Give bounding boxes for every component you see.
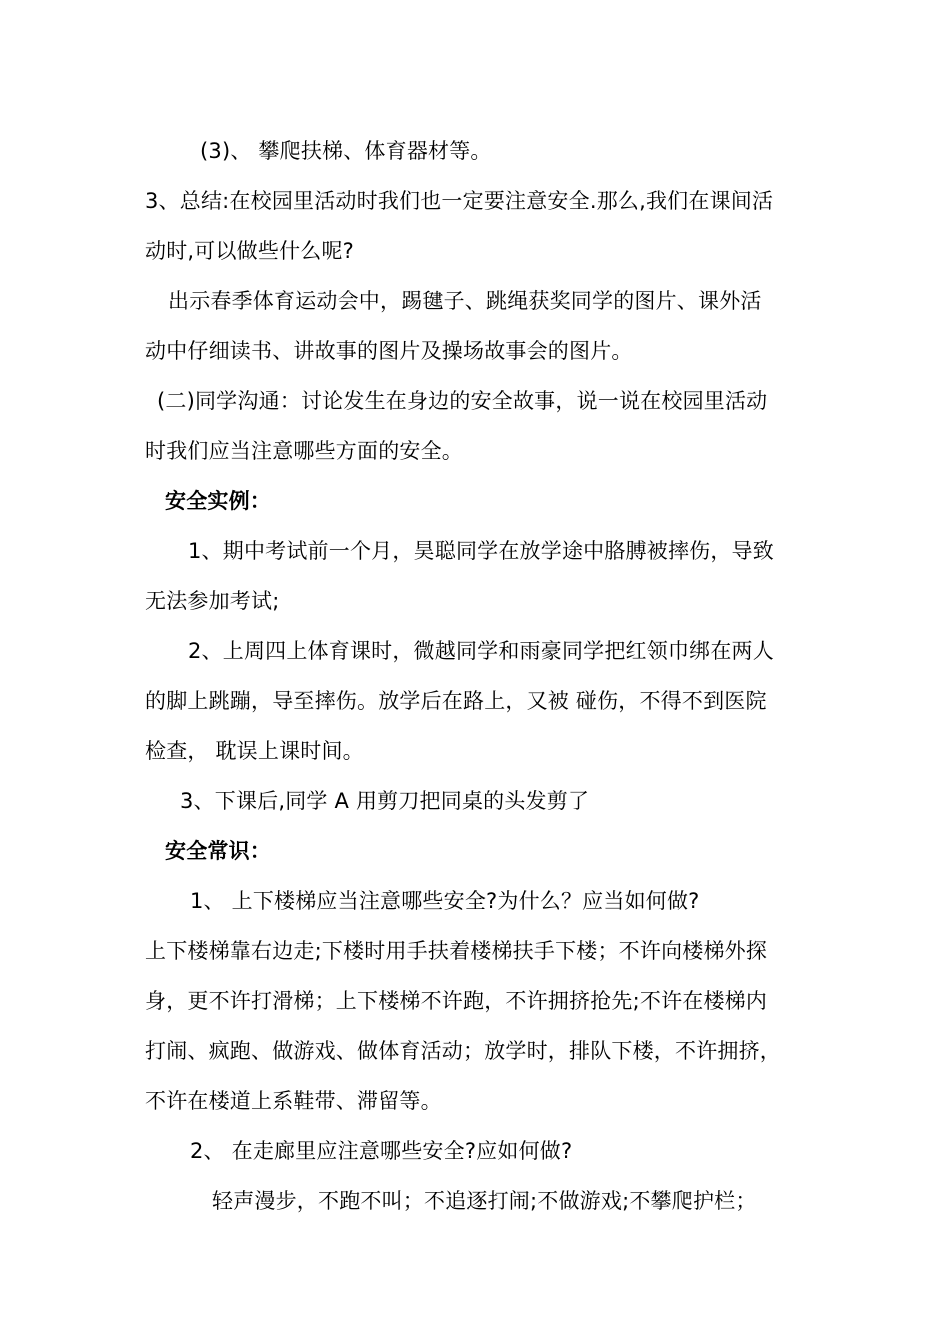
heading-safety-knowledge: 安全常识：: [165, 839, 271, 863]
text-line-answer-1-end: 不许在楼道上系鞋带、滞留等。: [145, 1089, 442, 1113]
text-line-question-1: 1、 上下楼梯应当注意哪些安全?为什么？应当如何做?: [190, 889, 700, 913]
text-line-answer-1-cont2: 打闹、疯跑、做游戏、做体育活动；放学时，排队下楼，不许拥挤，: [145, 1039, 781, 1063]
text-line-discussion-cont: 时我们应当注意哪些方面的安全。: [145, 439, 463, 463]
text-line-example-2-cont: 的脚上跳蹦，导至摔伤。放学后在路上，又被 碰伤，不得不到医院: [145, 689, 767, 713]
text-line-climbing: (3)、 攀爬扶梯、体育器材等。: [200, 139, 492, 163]
text-line-show-pictures-cont: 动中仔细读书、讲故事的图片及操场故事会的图片。: [145, 339, 633, 363]
text-line-example-2: 2、上周四上体育课时，微越同学和雨豪同学把红领巾绑在两人: [188, 639, 774, 663]
text-line-example-2-end: 检查， 耽误上课时间。: [145, 739, 364, 763]
heading-safety-examples: 安全实例：: [165, 489, 271, 513]
text-line-show-pictures: 出示春季体育运动会中，踢毽子、跳绳获奖同学的图片、课外活: [168, 289, 762, 313]
text-line-answer-1: 上下楼梯靠右边走;下楼时用手扶着楼梯扶手下楼；不许向楼梯外探: [145, 939, 768, 963]
text-line-example-1: 1、期中考试前一个月，昊聪同学在放学途中胳膊被摔伤，导致: [188, 539, 774, 563]
text-line-answer-2: 轻声漫步，不跑不叫；不追逐打闹;不做游戏;不攀爬护栏；: [212, 1189, 757, 1213]
text-line-question-2: 2、 在走廊里应注意哪些安全?应如何做?: [190, 1139, 573, 1163]
text-line-summary: 3、总结:在校园里活动时我们也一定要注意安全.那么,我们在课间活: [145, 189, 774, 213]
text-line-discussion: (二)同学沟通：讨论发生在身边的安全故事，说一说在校园里活动: [157, 389, 768, 413]
text-line-example-1-cont: 无法参加考试;: [145, 589, 280, 613]
text-line-answer-1-cont: 身，更不许打滑梯；上下楼梯不许跑，不许拥挤抢先;不许在楼梯内: [145, 989, 768, 1013]
text-line-summary-cont: 动时,可以做些什么呢?: [145, 239, 355, 263]
text-line-example-3: 3、下课后,同学 A 用剪刀把同桌的头发剪了: [180, 789, 590, 813]
